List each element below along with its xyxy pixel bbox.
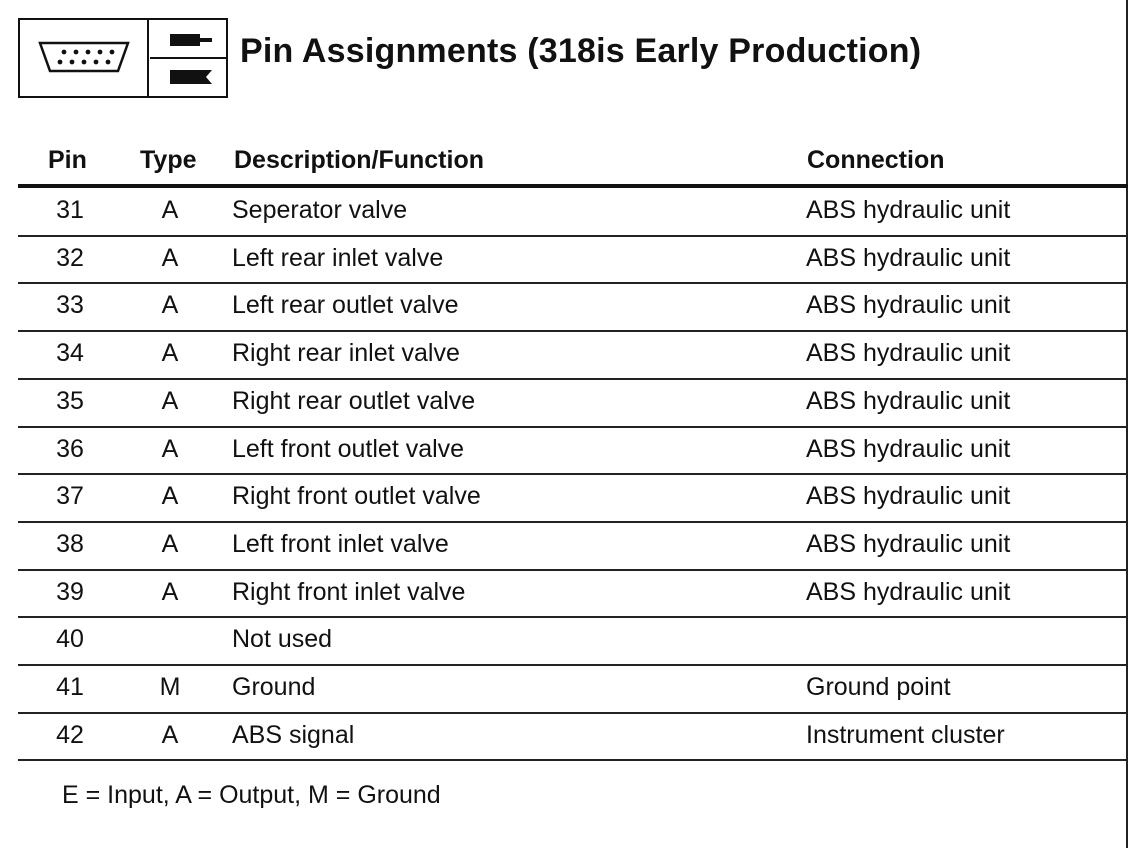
- table-row: [0, 331, 1136, 379]
- connection-cell: ABS hydraulic unit: [806, 386, 1011, 415]
- pin-cell: 41: [56, 673, 84, 701]
- column-header-type: Type: [140, 146, 197, 174]
- pin-cell: 32: [56, 243, 84, 272]
- table-row: [0, 283, 1136, 331]
- pin-cell: 40: [56, 625, 84, 654]
- pin-cell: 38: [56, 529, 84, 558]
- description-cell: Left front inlet valve: [232, 529, 449, 558]
- description-cell: Right front inlet valve: [232, 577, 466, 606]
- description-cell: Right front outlet valve: [232, 482, 481, 511]
- connection-cell: ABS hydraulic unit: [806, 243, 1011, 272]
- description-cell: Right rear outlet valve: [232, 386, 476, 415]
- type-cell: A: [161, 291, 179, 320]
- pin-cell: 42: [56, 720, 84, 749]
- header-icon-divider: [147, 18, 149, 98]
- connection-cell: ABS hydraulic unit: [806, 482, 1011, 511]
- type-cell: A: [161, 577, 179, 606]
- column-header-connection: Connection: [807, 146, 945, 174]
- column-header-description: Description/Function: [234, 146, 484, 174]
- type-cell: A: [161, 339, 179, 368]
- type-cell: M: [159, 673, 181, 701]
- connection-cell: ABS hydraulic unit: [806, 529, 1011, 558]
- type-cell: A: [161, 434, 179, 463]
- type-cell: A: [161, 720, 179, 749]
- description-cell: Ground: [232, 673, 316, 701]
- type-cell: A: [161, 196, 179, 224]
- table-row: [0, 379, 1136, 427]
- pin-cell: 33: [56, 291, 84, 320]
- d-sub-connector-icon: [36, 40, 132, 74]
- connection-cell: Instrument cluster: [806, 720, 1005, 749]
- column-header-pin: Pin: [48, 146, 87, 174]
- connection-cell: ABS hydraulic unit: [806, 434, 1011, 463]
- connection-cell: ABS hydraulic unit: [806, 196, 1011, 224]
- table-row: [0, 665, 1136, 713]
- table-row: [0, 522, 1136, 570]
- type-legend: E = Input, A = Output, M = Ground: [62, 781, 441, 809]
- description-cell: Right rear inlet valve: [232, 339, 460, 368]
- pin-cell: 34: [56, 339, 84, 368]
- table-row: [0, 188, 1136, 236]
- pin-cell: 31: [56, 196, 84, 224]
- table-row: [0, 236, 1136, 284]
- type-cell: A: [161, 482, 179, 511]
- table-row: [0, 570, 1136, 618]
- row-divider: [18, 759, 1128, 761]
- description-cell: Left rear outlet valve: [232, 291, 459, 320]
- description-cell: Not used: [232, 625, 333, 654]
- type-cell: A: [161, 243, 179, 272]
- plug-socket-icon: [150, 20, 226, 96]
- type-cell: A: [161, 386, 179, 415]
- connection-cell: ABS hydraulic unit: [806, 577, 1011, 606]
- table-row: [0, 474, 1136, 522]
- table-row: [0, 713, 1136, 761]
- pin-cell: 39: [56, 577, 84, 606]
- table-row: [0, 427, 1136, 475]
- connection-cell: ABS hydraulic unit: [806, 291, 1011, 320]
- description-cell: Left rear inlet valve: [232, 243, 444, 272]
- pin-cell: 36: [56, 434, 84, 463]
- pin-cell: 35: [56, 386, 84, 415]
- connection-cell: Ground point: [806, 673, 951, 701]
- description-cell: ABS signal: [232, 720, 355, 749]
- page-title: Pin Assignments (318is Early Production): [240, 32, 922, 70]
- connection-cell: ABS hydraulic unit: [806, 339, 1011, 368]
- pin-cell: 37: [56, 482, 84, 511]
- type-cell: A: [161, 529, 179, 558]
- description-cell: Seperator valve: [232, 196, 408, 224]
- description-cell: Left front outlet valve: [232, 434, 465, 463]
- table-row: [0, 617, 1136, 665]
